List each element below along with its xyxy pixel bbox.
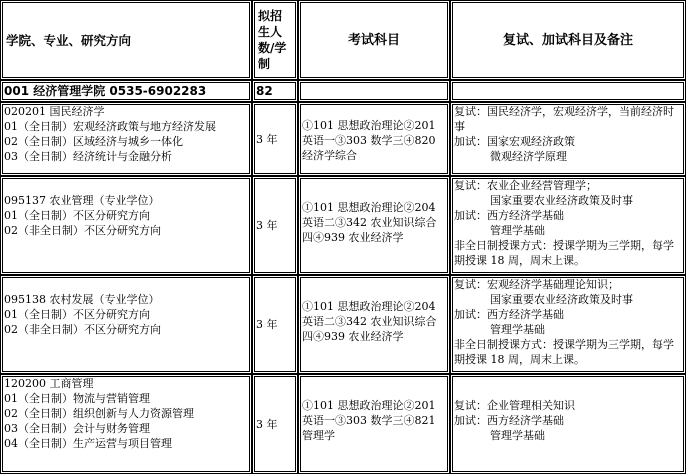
program-cell — [0, 275, 252, 374]
exam-cell — [298, 176, 450, 275]
header-notes: 复试、加试科目及备注 — [450, 0, 686, 80]
program-line: 03（全日制）会计与财务管理 — [4, 422, 150, 435]
header-row — [0, 0, 686, 80]
school-empty-cell — [298, 80, 450, 102]
notes-cell — [450, 176, 686, 275]
table-row — [0, 176, 686, 275]
exam-text: ①101 思想政治理论②201 英语一③303 数学三④820 经济学综合 — [302, 119, 436, 162]
exam-text: ①101 思想政治理论②201 英语一③303 数学三④821 管理学 — [302, 399, 436, 442]
program-line — [4, 277, 248, 292]
duration-cell: 3 年 — [252, 176, 298, 275]
notes-line: 复试：农业企业经营管理学； — [454, 179, 597, 192]
notes-cell — [450, 102, 686, 176]
program-line: 03（全日制）经济统计与金融分析 — [4, 150, 172, 163]
notes-line: 加试：西方经济学基础 — [454, 308, 564, 321]
notes-line: 非全日制授课方式：授课学期为三学期，每学期授课 18 周，周末上课。 — [454, 239, 674, 267]
header-quota: 拟招生人数/学制 — [252, 0, 298, 80]
school-row — [0, 80, 686, 102]
table-row — [0, 275, 686, 374]
duration-cell: 3 年 — [252, 275, 298, 374]
program-line: 120200 工商管理 — [4, 377, 94, 390]
exam-cell — [298, 374, 450, 474]
notes-line: 加试：西方经济学基础 — [454, 414, 564, 427]
table-row — [0, 102, 686, 176]
exam-text: ①101 思想政治理论②204 英语二③342 农业知识综合四④939 农业经济学 — [302, 201, 437, 244]
program-line: 01（全日制）不区分研究方向 — [4, 209, 150, 222]
notes-line: 加试：西方经济学基础 — [454, 209, 564, 222]
program-line: 095138 农村发展（专业学位） — [4, 293, 160, 306]
notes-cell — [450, 275, 686, 374]
program-line: 01（全日制）物流与营销管理 — [4, 392, 150, 405]
notes-line: 微观经济学原理 — [490, 150, 567, 163]
notes-line: 管理学基础 — [490, 323, 545, 336]
notes-line: 复试：宏观经济学基础理论知识； — [454, 278, 619, 291]
notes-cell — [450, 374, 686, 474]
program-line: 095137 农业管理（专业学位） — [4, 194, 160, 207]
program-cell — [0, 176, 252, 275]
notes-line: 加试：国家宏观经济政策 — [454, 135, 575, 148]
program-line: 020201 国民经济学 — [4, 105, 105, 118]
program-line: 01（全日制）宏观经济政策与地方经济发展 — [4, 120, 216, 133]
notes-line: 复试：国民经济学，宏观经济学，当前经济时事 — [454, 105, 674, 133]
notes-line: 管理学基础 — [490, 224, 545, 237]
exam-cell — [298, 275, 450, 374]
header-program: 学院、专业、研究方向 — [0, 0, 252, 80]
program-cell — [0, 102, 252, 176]
notes-line: 复试：企业管理相关知识 — [454, 399, 575, 412]
notes-line: 非全日制授课方式：授课学期为三学期，每学期授课 18 周，周末上课。 — [454, 338, 674, 366]
notes-line: 管理学基础 — [490, 429, 545, 442]
table-row — [0, 374, 686, 474]
program-line: 04（全日制）生产运营与项目管理 — [4, 437, 172, 450]
program-cell — [0, 374, 252, 474]
program-line: 02（非全日制）不区分研究方向 — [4, 323, 161, 336]
school-name: 001 经济管理学院 0535-6902283 — [0, 80, 252, 102]
duration-cell: 3 年 — [252, 374, 298, 474]
program-line: 02（非全日制）不区分研究方向 — [4, 224, 161, 237]
program-line: 02（全日制）区域经济与城乡一体化 — [4, 135, 183, 148]
exam-text: ①101 思想政治理论②204 英语二③342 农业知识综合四④939 农业经济学 — [302, 300, 437, 343]
notes-line: 国家重要农业经济政策及时事 — [490, 194, 633, 207]
program-line — [4, 178, 248, 193]
header-exam: 考试科目 — [298, 0, 450, 80]
program-line: 01（全日制）不区分研究方向 — [4, 308, 150, 321]
exam-cell — [298, 102, 450, 176]
notes-line: 国家重要农业经济政策及时事 — [490, 293, 633, 306]
duration-cell: 3 年 — [252, 102, 298, 176]
program-line: 02（全日制）组织创新与人力资源管理 — [4, 407, 194, 420]
school-quota: 82 — [252, 80, 298, 102]
school-empty-cell — [450, 80, 686, 102]
